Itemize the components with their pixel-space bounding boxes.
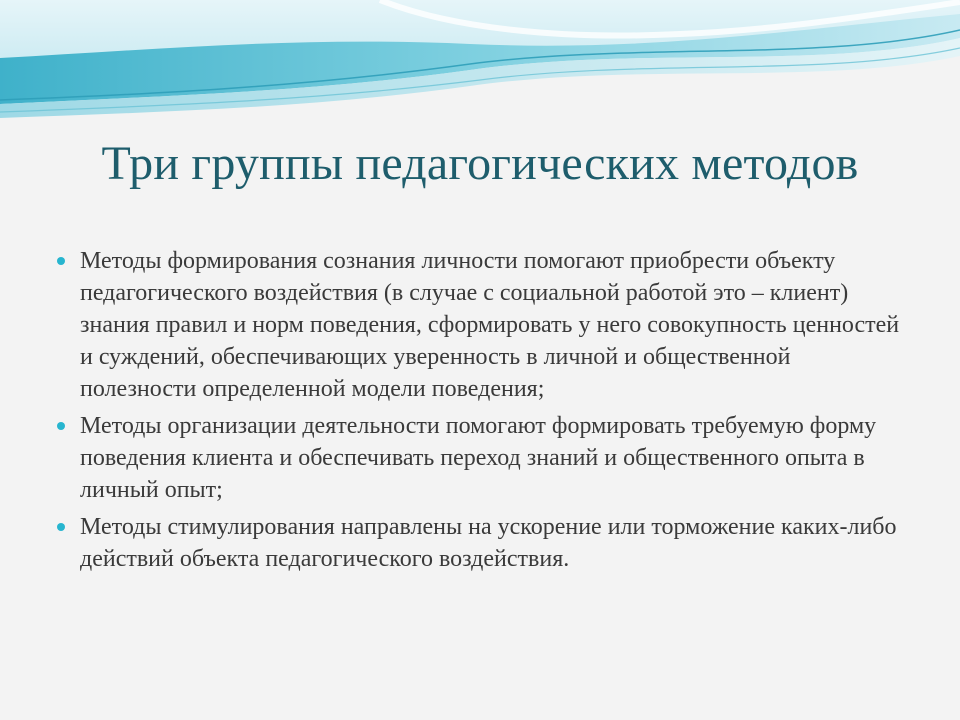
round-dot-icon <box>57 523 65 531</box>
wave-decoration <box>0 0 960 140</box>
bullet-text: Методы формирования сознания личности помогают приобрести объекту педагогического воздействия (в случае с социальной работой это – клиент) знания правил и норм поведения, сформировать у него совокупность ценностей и суждений, обеспечивающих уверенность в личной и общественной полезности определенной модели поведения; <box>80 248 900 402</box>
list-item <box>54 410 904 506</box>
list-item <box>54 245 904 405</box>
list-item <box>54 511 904 575</box>
round-dot-icon <box>57 257 65 265</box>
bullet-list <box>54 245 904 580</box>
bullet-text: Методы организации деятельности помогают формировать требуемую форму поведения клиента и обеспечивать переход знаний и общественного опыта в личный опыт; <box>80 413 877 503</box>
bullet-text: Методы стимулирования направлены на ускорение или торможение каких-либо действий объекта педагогического воздействия. <box>80 514 897 572</box>
slide-title: Три группы педагогических методов <box>101 137 859 190</box>
round-dot-icon <box>57 422 65 430</box>
